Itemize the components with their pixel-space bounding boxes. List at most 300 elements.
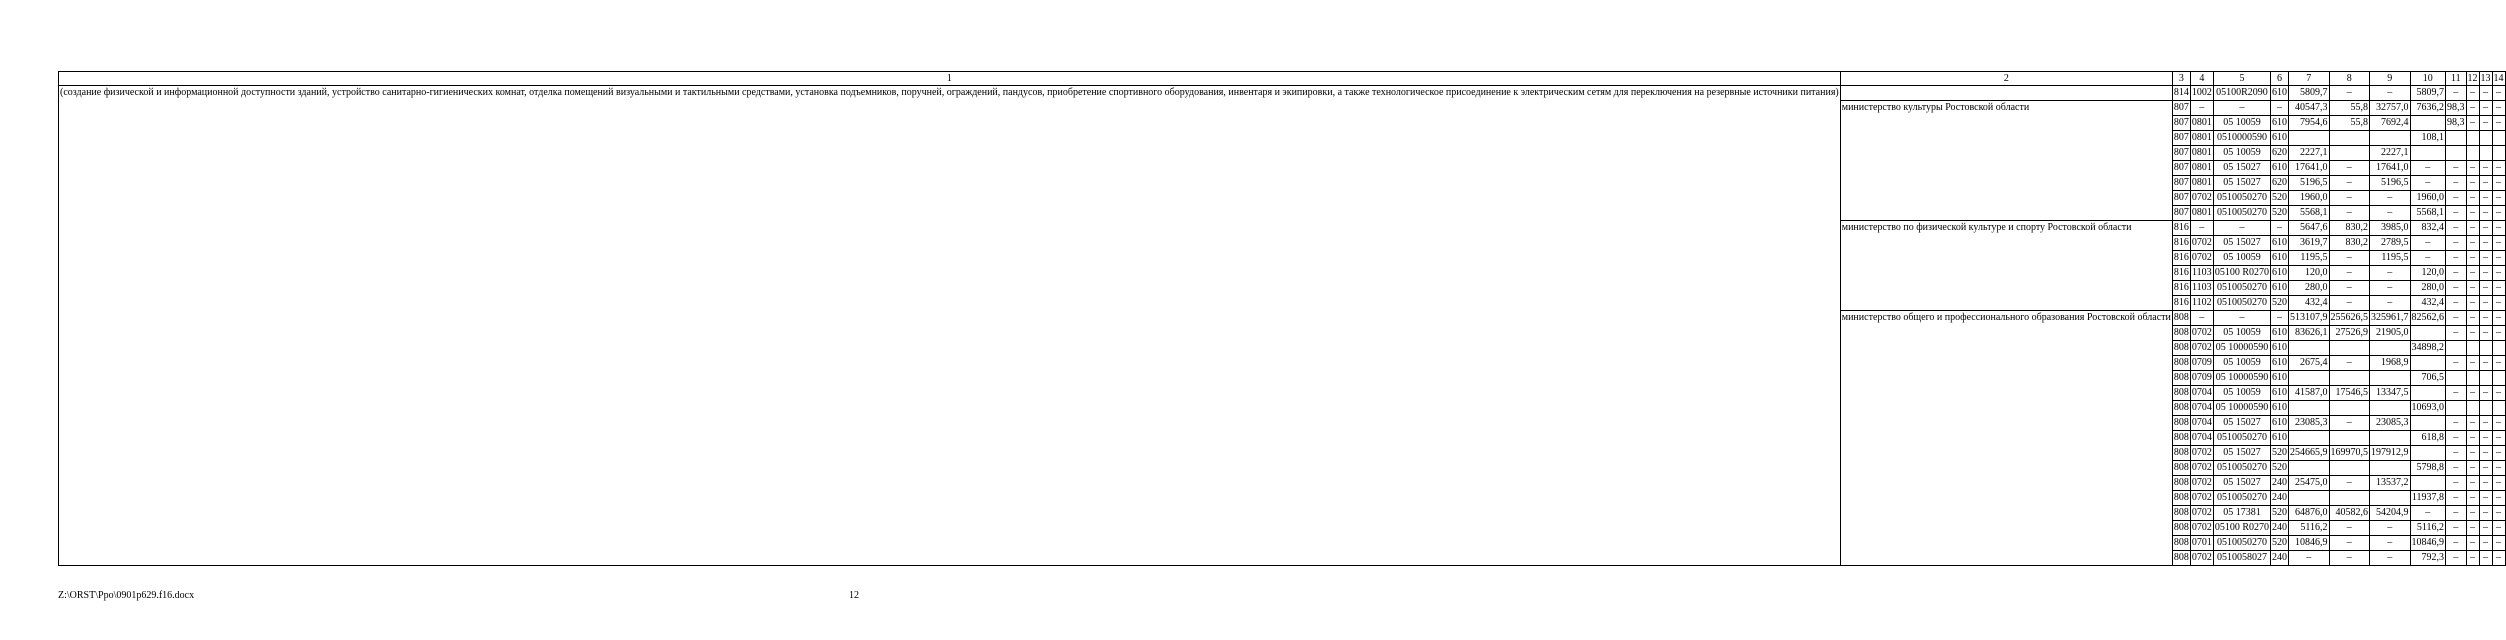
table-cell xyxy=(2410,146,2446,161)
table-cell: 808 xyxy=(2172,431,2190,446)
table-cell: 520 xyxy=(2271,446,2289,461)
table-cell: – xyxy=(2479,191,2492,206)
table-cell: – xyxy=(2466,326,2479,341)
table-cell: – xyxy=(2329,536,2370,551)
table-cell: – xyxy=(2479,176,2492,191)
table-cell: 520 xyxy=(2271,461,2289,476)
table-cell: 21905,0 xyxy=(2370,326,2411,341)
table-cell: 40582,6 xyxy=(2329,506,2370,521)
table-cell: 0702 xyxy=(2190,326,2213,341)
table-cell: 610 xyxy=(2271,386,2289,401)
table-cell: 25475,0 xyxy=(2289,476,2330,491)
table-cell: 1968,9 xyxy=(2370,356,2411,371)
table-cell: 0801 xyxy=(2190,176,2213,191)
table-cell: 1102 xyxy=(2190,296,2213,311)
table-cell: 0702 xyxy=(2190,191,2213,206)
table-cell: – xyxy=(2479,236,2492,251)
table-cell: – xyxy=(2466,506,2479,521)
table-cell: 610 xyxy=(2271,266,2289,281)
table-cell: – xyxy=(2479,221,2492,236)
table-cell xyxy=(2410,326,2446,341)
table-cell: – xyxy=(2190,311,2213,326)
table-cell xyxy=(2466,341,2479,356)
table-cell: 2227,1 xyxy=(2289,146,2330,161)
table-cell: 513107,9 xyxy=(2289,311,2330,326)
table-cell: – xyxy=(2466,386,2479,401)
table-cell: 0702 xyxy=(2190,521,2213,536)
table-cell: – xyxy=(2492,491,2505,506)
table-cell: 05100 R0270 xyxy=(2213,266,2270,281)
table-cell: – xyxy=(2329,356,2370,371)
table-cell: – xyxy=(2479,101,2492,116)
table-cell: 610 xyxy=(2271,431,2289,446)
table-cell: 40547,3 xyxy=(2289,101,2330,116)
table-cell: 808 xyxy=(2172,446,2190,461)
table-cell: – xyxy=(2492,536,2505,551)
table-cell: – xyxy=(2446,176,2467,191)
table-cell: 520 xyxy=(2271,206,2289,221)
table-cell: 808 xyxy=(2172,461,2190,476)
table-cell: 05 10059 xyxy=(2213,116,2270,131)
table-cell: 10846,9 xyxy=(2289,536,2330,551)
header-cell: 12 xyxy=(2467,73,2478,84)
table-cell: 1960,0 xyxy=(2289,191,2330,206)
table-cell: – xyxy=(2329,476,2370,491)
table-cell: 05 10000590 xyxy=(2213,401,2270,416)
table-cell: – xyxy=(2271,221,2289,236)
header-cell: 11 xyxy=(2446,72,2467,86)
table-cell: – xyxy=(2271,311,2289,326)
ministry-name: министерство общего и профессионального образования Ростовской области xyxy=(1840,311,2172,566)
table-cell: 05100 R0270 xyxy=(2213,521,2270,536)
ministry-empty xyxy=(1840,86,2172,101)
table-cell: 05 15027 xyxy=(2213,416,2270,431)
table-cell: – xyxy=(2479,521,2492,536)
ministry-name: министерство культуры Ростовской области xyxy=(1840,101,2172,221)
table-cell: 816 xyxy=(2172,236,2190,251)
table-cell xyxy=(2410,116,2446,131)
table-cell: – xyxy=(2492,191,2505,206)
table-cell: – xyxy=(2446,431,2467,446)
table-cell: 610 xyxy=(2271,371,2289,386)
header-cell: 2 xyxy=(1840,72,2172,86)
table-cell: – xyxy=(2466,521,2479,536)
table-cell: 55,8 xyxy=(2329,116,2370,131)
table-cell xyxy=(2370,431,2411,446)
table-cell: – xyxy=(2370,551,2411,566)
table-cell xyxy=(2370,401,2411,416)
table-cell: – xyxy=(2492,461,2505,476)
table-cell xyxy=(2329,461,2370,476)
file-path: Z:\ORST\Ppo\0901p629.f16.docx xyxy=(58,590,195,601)
table-cell: 05 10059 xyxy=(2213,251,2270,266)
table-cell: – xyxy=(2466,431,2479,446)
table-cell: 13537,2 xyxy=(2370,476,2411,491)
table-cell: – xyxy=(2213,101,2270,116)
table-cell xyxy=(2329,491,2370,506)
table-cell: 808 xyxy=(2172,371,2190,386)
table-cell: 520 xyxy=(2271,506,2289,521)
table-cell: 807 xyxy=(2172,176,2190,191)
table-cell: – xyxy=(2492,521,2505,536)
table-cell: 0702 xyxy=(2190,506,2213,521)
table-cell: 0702 xyxy=(2190,476,2213,491)
table-cell: 05 15027 xyxy=(2213,476,2270,491)
table-cell: – xyxy=(2370,536,2411,551)
table-cell: – xyxy=(2466,356,2479,371)
table-cell: – xyxy=(2492,116,2505,131)
table-cell: 807 xyxy=(2172,161,2190,176)
table-cell: 808 xyxy=(2172,326,2190,341)
table-cell: 240 xyxy=(2271,521,2289,536)
table-cell: – xyxy=(2492,476,2505,491)
table-cell: – xyxy=(2466,161,2479,176)
table-cell: 108,1 xyxy=(2410,131,2446,146)
table-cell: 41587,0 xyxy=(2289,386,2330,401)
table-cell: – xyxy=(2466,116,2479,131)
table-cell xyxy=(2492,341,2505,356)
table-cell: 830,2 xyxy=(2329,221,2370,236)
table-cell xyxy=(2289,431,2330,446)
table-cell: – xyxy=(2479,161,2492,176)
table-cell: – xyxy=(2492,281,2505,296)
table-cell: – xyxy=(2492,416,2505,431)
table-cell: 0510000590 xyxy=(2213,131,2270,146)
table-cell xyxy=(2446,401,2467,416)
table-cell: 32757,0 xyxy=(2370,101,2411,116)
table-cell: 0510050270 xyxy=(2213,191,2270,206)
table-cell: – xyxy=(2479,461,2492,476)
table-cell: – xyxy=(2479,416,2492,431)
table-cell: 808 xyxy=(2172,416,2190,431)
table-cell: 5116,2 xyxy=(2289,521,2330,536)
table-cell: 520 xyxy=(2271,536,2289,551)
table-cell: 5647,6 xyxy=(2289,221,2330,236)
table-cell: – xyxy=(2370,191,2411,206)
table-cell: 807 xyxy=(2172,206,2190,221)
table-cell: 240 xyxy=(2271,491,2289,506)
table-cell: – xyxy=(2466,86,2479,101)
table-cell xyxy=(2479,131,2492,146)
table-cell: – xyxy=(2190,101,2213,116)
table-cell: – xyxy=(2370,266,2411,281)
table-cell: – xyxy=(2466,281,2479,296)
table-cell: 0704 xyxy=(2190,386,2213,401)
table-cell: 197912,9 xyxy=(2370,446,2411,461)
table-cell: – xyxy=(2446,206,2467,221)
table-cell: 0702 xyxy=(2190,461,2213,476)
table-cell: – xyxy=(2329,191,2370,206)
table-cell: 11937,8 xyxy=(2410,491,2446,506)
table-cell: 610 xyxy=(2271,161,2289,176)
table-cell: 0801 xyxy=(2190,131,2213,146)
table-cell: – xyxy=(2466,221,2479,236)
table-cell: – xyxy=(2329,296,2370,311)
header-cell: 4 xyxy=(2190,72,2213,86)
table-cell: – xyxy=(2329,176,2370,191)
table-cell xyxy=(2446,341,2467,356)
table-cell: 82562,6 xyxy=(2410,311,2446,326)
table-cell: 13347,5 xyxy=(2370,386,2411,401)
table-cell: – xyxy=(2492,551,2505,566)
table-cell: 83626,1 xyxy=(2289,326,2330,341)
table-cell xyxy=(2492,131,2505,146)
table-cell: 0704 xyxy=(2190,416,2213,431)
table-cell: – xyxy=(2479,386,2492,401)
table-cell: 1103 xyxy=(2190,266,2213,281)
table-cell: – xyxy=(2410,176,2446,191)
table-cell: 814 xyxy=(2172,86,2190,101)
table-cell xyxy=(2479,371,2492,386)
table-cell: 05 15027 xyxy=(2213,446,2270,461)
table-cell: 0702 xyxy=(2190,446,2213,461)
table-cell: 05100R2090 xyxy=(2213,86,2270,101)
table-cell xyxy=(2446,371,2467,386)
table-cell: – xyxy=(2479,116,2492,131)
table-cell: – xyxy=(2446,296,2467,311)
table-cell: 3985,0 xyxy=(2370,221,2411,236)
table-cell: – xyxy=(2479,296,2492,311)
table-cell: – xyxy=(2329,251,2370,266)
table-cell: – xyxy=(2479,491,2492,506)
table-cell: 807 xyxy=(2172,131,2190,146)
table-cell: 05 15027 xyxy=(2213,236,2270,251)
table-cell: 5568,1 xyxy=(2410,206,2446,221)
table-cell xyxy=(2466,371,2479,386)
table-cell: 832,4 xyxy=(2410,221,2446,236)
table-cell: 5196,5 xyxy=(2370,176,2411,191)
table-cell: 05 10059 xyxy=(2213,326,2270,341)
table-cell: 0510050270 xyxy=(2213,491,2270,506)
table-cell: 05 10059 xyxy=(2213,356,2270,371)
table-cell: 432,4 xyxy=(2410,296,2446,311)
table-cell: 5809,7 xyxy=(2410,86,2446,101)
table-cell: – xyxy=(2466,236,2479,251)
table-cell: 0709 xyxy=(2190,356,2213,371)
table-cell: 0801 xyxy=(2190,116,2213,131)
table-cell: – xyxy=(2446,491,2467,506)
table-cell xyxy=(2329,131,2370,146)
table-cell xyxy=(2410,356,2446,371)
table-cell: – xyxy=(2479,281,2492,296)
table-cell: – xyxy=(2446,476,2467,491)
table-cell xyxy=(2492,401,2505,416)
table-cell: – xyxy=(2492,236,2505,251)
table-cell: 5116,2 xyxy=(2410,521,2446,536)
table-cell xyxy=(2466,146,2479,161)
table-cell: 05 15027 xyxy=(2213,161,2270,176)
table-cell: – xyxy=(2410,161,2446,176)
table-cell: 64876,0 xyxy=(2289,506,2330,521)
table-cell xyxy=(2370,341,2411,356)
table-cell: – xyxy=(2446,161,2467,176)
table-cell: 520 xyxy=(2271,296,2289,311)
table-cell: – xyxy=(2446,326,2467,341)
table-cell: 808 xyxy=(2172,536,2190,551)
table-cell: – xyxy=(2479,536,2492,551)
table-cell: – xyxy=(2466,101,2479,116)
table-cell: – xyxy=(2492,86,2505,101)
table-cell: – xyxy=(2479,431,2492,446)
table-cell: 0510050270 xyxy=(2213,536,2270,551)
table-cell: – xyxy=(2479,206,2492,221)
table-cell: 240 xyxy=(2271,476,2289,491)
table-cell: 610 xyxy=(2271,86,2289,101)
table-cell: 0709 xyxy=(2190,371,2213,386)
table-cell: – xyxy=(2370,206,2411,221)
table-cell: – xyxy=(2492,101,2505,116)
table-cell: 808 xyxy=(2172,476,2190,491)
table-cell: 05 15027 xyxy=(2213,176,2270,191)
table-cell xyxy=(2446,131,2467,146)
table-cell: 808 xyxy=(2172,356,2190,371)
table-cell: 610 xyxy=(2271,401,2289,416)
table-cell: – xyxy=(2446,506,2467,521)
table-cell: 610 xyxy=(2271,416,2289,431)
table-cell: – xyxy=(2446,416,2467,431)
table-cell: 1103 xyxy=(2190,281,2213,296)
table-cell: – xyxy=(2370,86,2411,101)
table-cell: 1195,5 xyxy=(2289,251,2330,266)
table-cell: – xyxy=(2446,446,2467,461)
table-cell: 54204,9 xyxy=(2370,506,2411,521)
table-cell: – xyxy=(2466,251,2479,266)
table-cell: 610 xyxy=(2271,356,2289,371)
table-cell: – xyxy=(2289,551,2330,566)
table-cell xyxy=(2410,446,2446,461)
table-cell: 0510058027 xyxy=(2213,551,2270,566)
table-cell: 17546,5 xyxy=(2329,386,2370,401)
table-cell: – xyxy=(2466,191,2479,206)
table-cell: 0704 xyxy=(2190,401,2213,416)
table-cell: – xyxy=(2446,356,2467,371)
table-cell: 816 xyxy=(2172,221,2190,236)
table-cell xyxy=(2329,341,2370,356)
table-cell: 5568,1 xyxy=(2289,206,2330,221)
table-cell xyxy=(2329,371,2370,386)
table-cell: – xyxy=(2492,251,2505,266)
table-cell: 05 10059 xyxy=(2213,386,2270,401)
table-cell: 7692,4 xyxy=(2370,116,2411,131)
table-cell xyxy=(2329,431,2370,446)
table-cell: – xyxy=(2446,281,2467,296)
table-cell: 807 xyxy=(2172,116,2190,131)
table-cell xyxy=(2479,401,2492,416)
table-cell: 325961,7 xyxy=(2370,311,2411,326)
header-cell: 3 xyxy=(2172,72,2190,86)
table-cell: 0510050270 xyxy=(2213,296,2270,311)
table-cell xyxy=(2479,146,2492,161)
table-cell xyxy=(2329,146,2370,161)
table-cell: 0510050270 xyxy=(2213,461,2270,476)
header-cell: 9 xyxy=(2370,72,2411,86)
table-cell xyxy=(2289,341,2330,356)
table-cell: 05 10059 xyxy=(2213,146,2270,161)
table-cell: – xyxy=(2329,551,2370,566)
table-cell: 1002 xyxy=(2190,86,2213,101)
table-cell: 610 xyxy=(2271,236,2289,251)
table-cell: 0510050270 xyxy=(2213,431,2270,446)
table-cell: – xyxy=(2446,311,2467,326)
page-number: 12 xyxy=(849,590,859,601)
table-cell: 280,0 xyxy=(2410,281,2446,296)
table-cell: – xyxy=(2329,521,2370,536)
table-cell xyxy=(2289,401,2330,416)
table-cell: 0801 xyxy=(2190,161,2213,176)
table-cell: 0702 xyxy=(2190,341,2213,356)
table-cell xyxy=(2370,461,2411,476)
table-cell: 1195,5 xyxy=(2370,251,2411,266)
table-cell: 05 10000590 xyxy=(2213,371,2270,386)
budget-table xyxy=(58,71,2506,566)
table-cell: 610 xyxy=(2271,251,2289,266)
table-cell: 280,0 xyxy=(2289,281,2330,296)
table-cell: 0702 xyxy=(2190,251,2213,266)
table-cell: 706,5 xyxy=(2410,371,2446,386)
table-cell: – xyxy=(2446,551,2467,566)
table-cell: 0702 xyxy=(2190,236,2213,251)
table-cell xyxy=(2289,371,2330,386)
table-cell: – xyxy=(2466,206,2479,221)
table-cell: 808 xyxy=(2172,311,2190,326)
table-cell: – xyxy=(2329,266,2370,281)
table-cell: 0801 xyxy=(2190,146,2213,161)
table-cell: – xyxy=(2446,221,2467,236)
table-cell: 05 17381 xyxy=(2213,506,2270,521)
table-cell: – xyxy=(2466,461,2479,476)
table-cell: 807 xyxy=(2172,101,2190,116)
table-cell: 808 xyxy=(2172,401,2190,416)
table-cell: – xyxy=(2446,266,2467,281)
table-cell: 2789,5 xyxy=(2370,236,2411,251)
table-cell: 620 xyxy=(2271,146,2289,161)
table-cell: – xyxy=(2329,206,2370,221)
table-cell xyxy=(2329,401,2370,416)
table-cell: – xyxy=(2492,161,2505,176)
table-cell: 808 xyxy=(2172,386,2190,401)
table-cell: – xyxy=(2466,551,2479,566)
header-cell: 6 xyxy=(2271,72,2289,86)
table-cell: 240 xyxy=(2271,551,2289,566)
table-cell xyxy=(2289,461,2330,476)
table-cell: – xyxy=(2190,221,2213,236)
table-cell: 0702 xyxy=(2190,551,2213,566)
table-cell: 27526,9 xyxy=(2329,326,2370,341)
table-cell: 7954,6 xyxy=(2289,116,2330,131)
table-cell: 34898,2 xyxy=(2410,341,2446,356)
table-cell: – xyxy=(2446,251,2467,266)
table-cell xyxy=(2466,401,2479,416)
table-cell: – xyxy=(2213,311,2270,326)
table-cell: – xyxy=(2213,221,2270,236)
table-cell: 0510050270 xyxy=(2213,206,2270,221)
header-cell: 7 xyxy=(2289,72,2330,86)
table-cell: 807 xyxy=(2172,146,2190,161)
table-cell: – xyxy=(2466,176,2479,191)
table-cell xyxy=(2370,371,2411,386)
table-cell: 10693,0 xyxy=(2410,401,2446,416)
table-cell: 5196,5 xyxy=(2289,176,2330,191)
table-cell: 830,2 xyxy=(2329,236,2370,251)
table-cell xyxy=(2370,491,2411,506)
table-cell: 120,0 xyxy=(2289,266,2330,281)
table-cell: – xyxy=(2492,206,2505,221)
table-cell: 55,8 xyxy=(2329,101,2370,116)
table-cell: – xyxy=(2479,551,2492,566)
table-cell: 816 xyxy=(2172,296,2190,311)
table-cell xyxy=(2492,371,2505,386)
table-cell: – xyxy=(2492,221,2505,236)
